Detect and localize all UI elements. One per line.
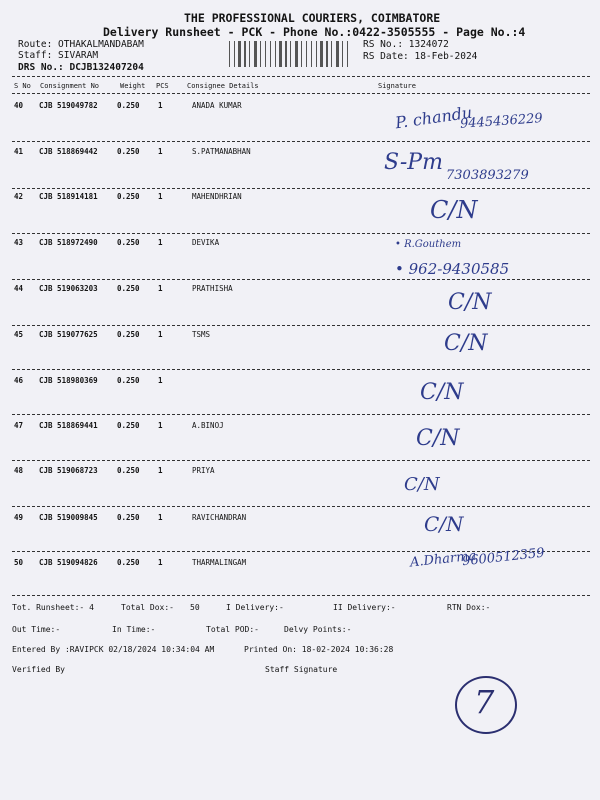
row-consignment: CJB 519094826: [39, 558, 98, 567]
row-weight: 0.250: [117, 376, 140, 385]
row-pcs: 1: [158, 330, 163, 339]
row-sno: 42: [14, 192, 24, 201]
rs-number: RS No.: 1324072: [363, 39, 449, 50]
row-signature: C/N: [424, 512, 464, 536]
row-consignee: THARMALINGAM: [192, 558, 247, 567]
row-divider: [12, 188, 590, 189]
col-header-weight: Weight: [120, 82, 146, 90]
row-signature-phone: 7303893279: [446, 168, 529, 183]
row-divider: [12, 460, 590, 461]
barcode-bar: [347, 41, 348, 67]
row-pcs: 1: [158, 101, 163, 110]
route-text: Route: OTHAKALMANDABAM: [18, 39, 144, 50]
row-pcs: 1: [158, 558, 163, 567]
row-consignee: DEVIKA: [192, 238, 220, 247]
row-sno: 50: [14, 558, 24, 567]
verified-by: Verified By: [12, 665, 65, 674]
total-dox-label: Total Dox:-: [121, 603, 174, 612]
row-pcs: 1: [158, 147, 163, 156]
row-consignment: CJB 519068723: [39, 466, 98, 475]
col-header-sno: S No: [14, 82, 31, 90]
barcode-bar: [275, 41, 276, 67]
barcode-bar: [234, 41, 235, 67]
circled-number: 7: [474, 683, 495, 721]
row-sno: 49: [14, 513, 24, 522]
barcode-bar: [306, 41, 307, 67]
entered-by: Entered By :RAVIPCK 02/18/2024 10:34:04 AM: [12, 645, 215, 654]
row-weight: 0.250: [117, 192, 140, 201]
row-consignment: CJB 518869441: [39, 421, 98, 430]
row-divider: [12, 233, 590, 234]
barcode-bar: [295, 41, 298, 67]
col-header-consignee: Consignee Details: [187, 82, 259, 90]
row-consignee: A.BINOJ: [192, 421, 224, 430]
row-weight: 0.250: [117, 330, 140, 339]
row-signature: C/N: [404, 474, 440, 495]
row-divider: [12, 141, 590, 142]
row-sno: 44: [14, 284, 24, 293]
row-pcs: 1: [158, 192, 163, 201]
barcode-bar: [311, 41, 312, 67]
row-sno: 48: [14, 466, 24, 475]
row-consignee: ANADA KUMAR: [192, 101, 242, 110]
table-bottom-rule: [12, 595, 590, 596]
rs-date: RS Date: 18-Feb-2024: [363, 51, 478, 62]
barcode-bar: [336, 41, 339, 67]
row-signature-phone: • 962-9430585: [395, 260, 510, 278]
row-signature: P. chandu: [394, 102, 474, 133]
barcode-bar: [279, 41, 282, 67]
row-consignment: CJB 519009845: [39, 513, 98, 522]
barcode-bar: [290, 41, 291, 67]
row-divider: [12, 506, 590, 507]
table-header-rule: [12, 93, 590, 94]
row-sno: 47: [14, 421, 24, 430]
row-weight: 0.250: [117, 238, 140, 247]
row-weight: 0.250: [117, 466, 140, 475]
rtn-dox: RTN Dox:-: [447, 603, 491, 612]
staff-text: Staff: SIVARAM: [18, 50, 99, 61]
row-sno: 41: [14, 147, 24, 156]
row-signature: • R.Gouthem: [395, 239, 462, 250]
barcode-bar: [331, 41, 332, 67]
barcode: [229, 41, 353, 67]
barcode-bar: [260, 41, 261, 67]
row-sno: 45: [14, 330, 24, 339]
col-header-signature: Signature: [378, 82, 416, 90]
row-sno: 43: [14, 238, 24, 247]
i-delivery: I Delivery:-: [226, 603, 284, 612]
row-pcs: 1: [158, 421, 163, 430]
in-time: In Time:-: [112, 625, 156, 634]
row-signature: S-Pm: [384, 150, 443, 175]
total-dox-value: 50: [190, 603, 200, 612]
row-signature-phone: 9600512359: [461, 545, 546, 570]
printed-on: Printed On: 18-02-2024 10:36:28: [244, 645, 394, 654]
row-weight: 0.250: [117, 284, 140, 293]
barcode-bar: [326, 41, 328, 67]
barcode-bar: [244, 41, 246, 67]
drs-number: DRS No.: DCJB132407204: [18, 62, 144, 73]
col-header-pcs: PCS: [156, 82, 169, 90]
barcode-bar: [265, 41, 266, 67]
col-header-consignment: Consignment No: [40, 82, 100, 90]
row-pcs: 1: [158, 284, 163, 293]
total-pod: Total POD:-: [206, 625, 259, 634]
row-consignment: CJB 518869442: [39, 147, 98, 156]
barcode-bar: [254, 41, 257, 67]
row-signature: C/N: [430, 196, 478, 224]
row-consignee: S.PATMANABHAN: [192, 147, 251, 156]
row-signature-phone: 9445436229: [459, 111, 544, 132]
row-consignment: CJB 519063203: [39, 284, 98, 293]
row-weight: 0.250: [117, 421, 140, 430]
row-divider: [12, 279, 590, 280]
row-pcs: 1: [158, 376, 163, 385]
barcode-bar: [238, 41, 241, 67]
row-pcs: 1: [158, 466, 163, 475]
row-signature: A.Dharma: [409, 548, 477, 571]
row-pcs: 1: [158, 513, 163, 522]
barcode-bar: [270, 41, 271, 67]
runsheet-subtitle: Delivery Runsheet - PCK - Phone No.:0422-3505555 - Page No.:4: [103, 25, 526, 39]
row-consignment: CJB 518914181: [39, 192, 98, 201]
out-time: Out Time:-: [12, 625, 61, 634]
row-consignee: RAVICHANDRAN: [192, 513, 247, 522]
row-weight: 0.250: [117, 513, 140, 522]
row-consignee: PRIYA: [192, 466, 215, 475]
barcode-bar: [320, 41, 323, 67]
row-divider: [12, 414, 590, 415]
row-signature: C/N: [416, 426, 460, 451]
row-divider: [12, 325, 590, 326]
row-weight: 0.250: [117, 101, 140, 110]
barcode-bar: [249, 41, 250, 67]
row-sno: 46: [14, 376, 24, 385]
row-signature: C/N: [444, 331, 488, 356]
barcode-bar: [342, 41, 343, 67]
row-consignment: CJB 519049782: [39, 101, 98, 110]
company-title: THE PROFESSIONAL COURIERS, COIMBATORE: [184, 11, 441, 25]
ii-delivery: II Delivery:-: [333, 603, 396, 612]
barcode-bar: [316, 41, 317, 67]
barcode-bar: [301, 41, 302, 67]
row-signature: C/N: [420, 380, 464, 405]
delvy-points: Delvy Points:-: [284, 625, 352, 634]
row-pcs: 1: [158, 238, 163, 247]
row-consignment: CJB 518980369: [39, 376, 98, 385]
row-signature: C/N: [448, 290, 492, 315]
row-consignee: TSMS: [192, 330, 211, 339]
row-divider: [12, 369, 590, 370]
table-top-rule: [12, 76, 590, 77]
staff-signature-label: Staff Signature: [265, 665, 338, 674]
row-consignment: CJB 518972490: [39, 238, 98, 247]
row-weight: 0.250: [117, 558, 140, 567]
tot-runsheet: Tot. Runsheet:- 4: [12, 603, 94, 612]
row-consignee: PRATHISHA: [192, 284, 233, 293]
row-consignment: CJB 519077625: [39, 330, 98, 339]
row-consignee: MAHENDHRIAN: [192, 192, 242, 201]
row-sno: 40: [14, 101, 24, 110]
barcode-bar: [285, 41, 287, 67]
barcode-bar: [229, 41, 230, 67]
row-weight: 0.250: [117, 147, 140, 156]
